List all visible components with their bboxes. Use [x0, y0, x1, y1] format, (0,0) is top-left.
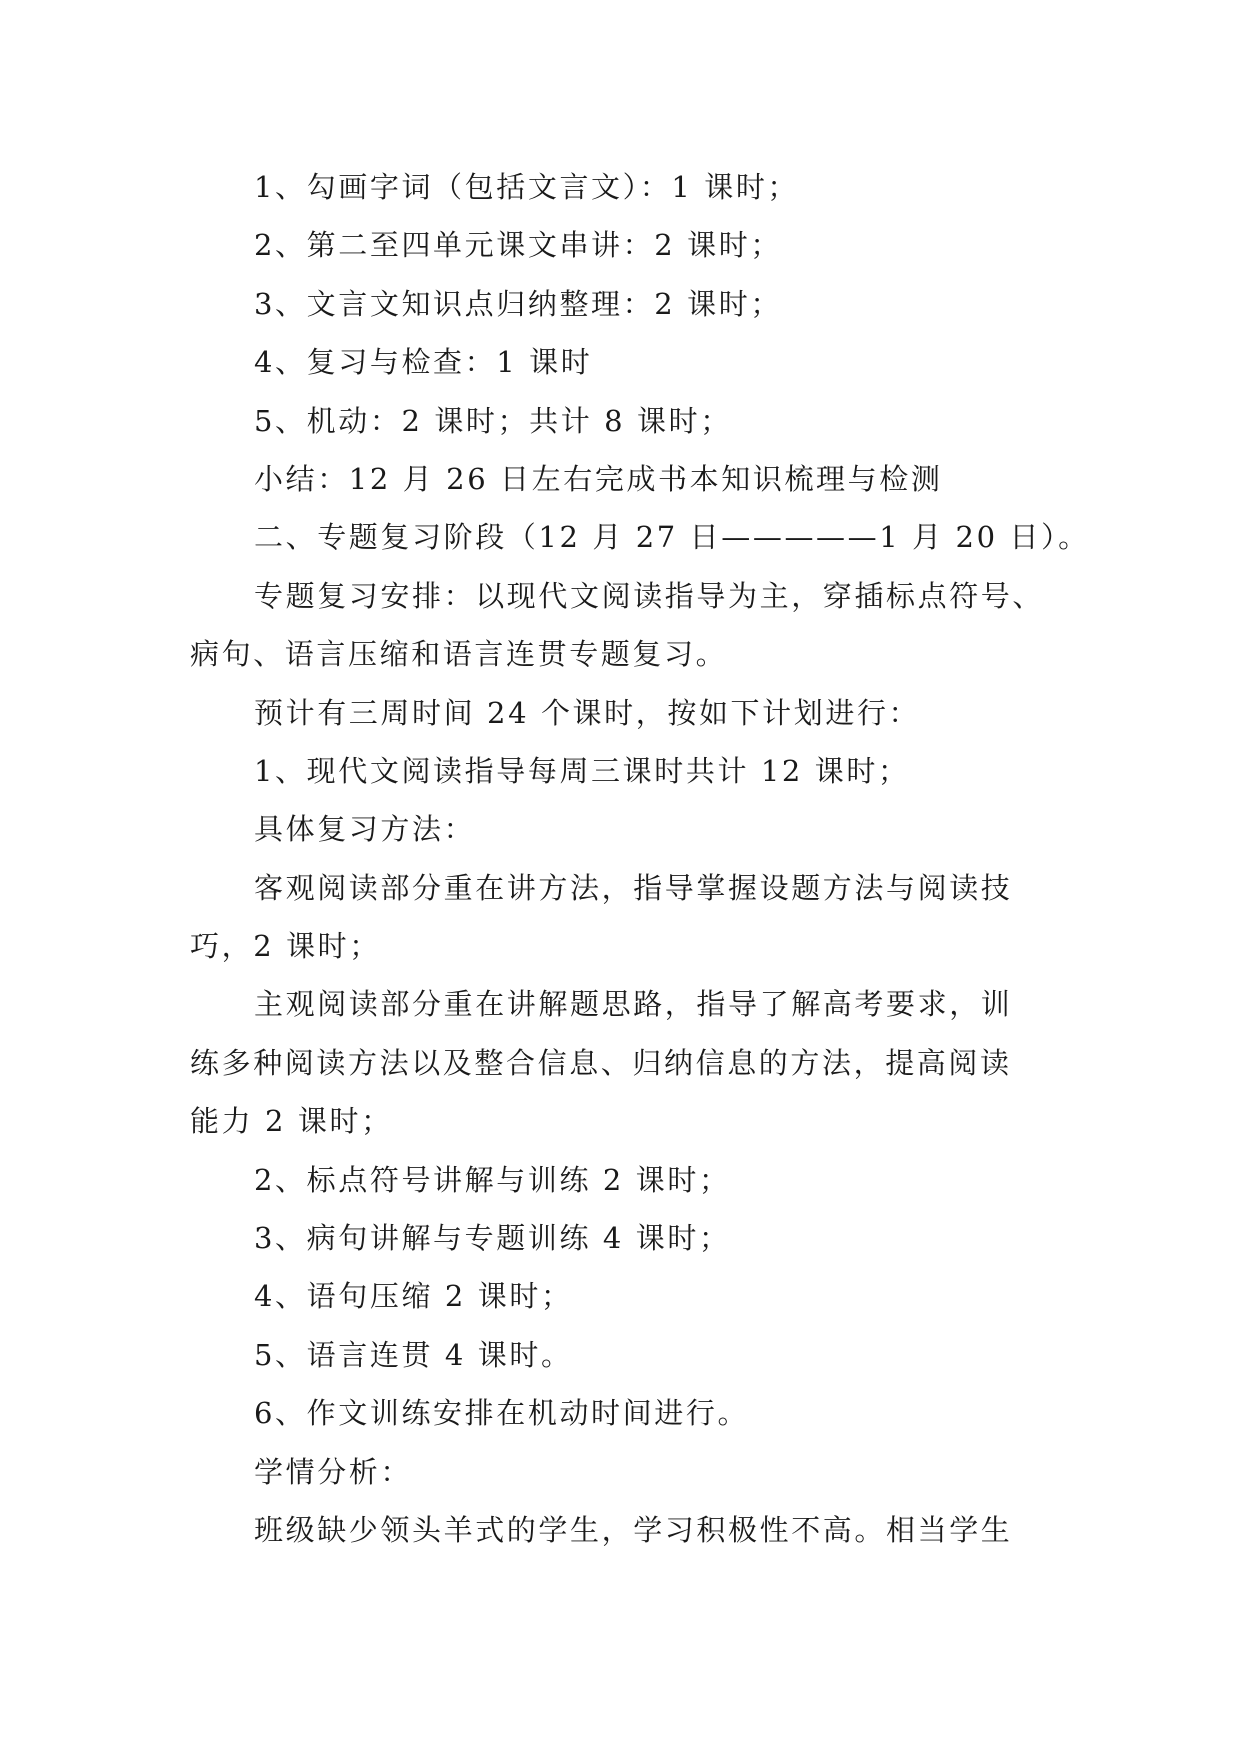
- subheading-line: 学情分析：: [254, 1454, 413, 1489]
- text-line: 4、语句压缩 2 课时；: [254, 1279, 573, 1314]
- text-line: 5、机动：2 课时；共计 8 课时；: [254, 403, 732, 438]
- text-line: 4、复习与检查：1 课时: [254, 345, 593, 380]
- text-line: 2、第二至四单元课文串讲：2 课时；: [254, 228, 782, 263]
- text-line: 巧，2 课时；: [190, 929, 381, 964]
- text-line: 练多种阅读方法以及整合信息、归纳信息的方法，提高阅读: [190, 1045, 1012, 1080]
- text-line: 主观阅读部分重在讲解题思路，指导了解高考要求，训: [254, 987, 1013, 1022]
- text-line: 6、作文训练安排在机动时间进行。: [254, 1396, 750, 1431]
- text-line: 3、病句讲解与专题训练 4 课时；: [254, 1221, 731, 1256]
- text-line: 预计有三周时间 24 个课时，按如下计划进行：: [254, 695, 921, 730]
- text-line: 病句、语言压缩和语言连贯专题复习。: [190, 637, 728, 672]
- text-line: 3、文言文知识点归纳整理：2 课时；: [254, 286, 782, 321]
- text-line: 班级缺少领头羊式的学生，学习积极性不高。相当学生: [254, 1512, 1013, 1547]
- section-heading: 二、专题复习阶段（12 月 27 日—————1 月 20 日）。: [254, 520, 1090, 555]
- text-line: 1、勾画字词（包括文言文）：1 课时；: [254, 170, 800, 204]
- text-line: 专题复习安排：以现代文阅读指导为主，穿插标点符号、: [254, 578, 1045, 613]
- summary-line: 小结：12 月 26 日左右完成书本知识梳理与检测: [254, 461, 943, 496]
- text-line: 能力 2 课时；: [190, 1104, 393, 1139]
- text-line: 客观阅读部分重在讲方法，指导掌握设题方法与阅读技: [254, 870, 1013, 905]
- text-line: 2、标点符号讲解与训练 2 课时；: [254, 1162, 731, 1197]
- text-line: 1、现代文阅读指导每周三课时共计 12 课时；: [254, 753, 910, 788]
- text-line: 5、语言连贯 4 课时。: [254, 1337, 573, 1372]
- text-line: 具体复习方法：: [254, 812, 476, 847]
- document-body: [190, 158, 1090, 1559]
